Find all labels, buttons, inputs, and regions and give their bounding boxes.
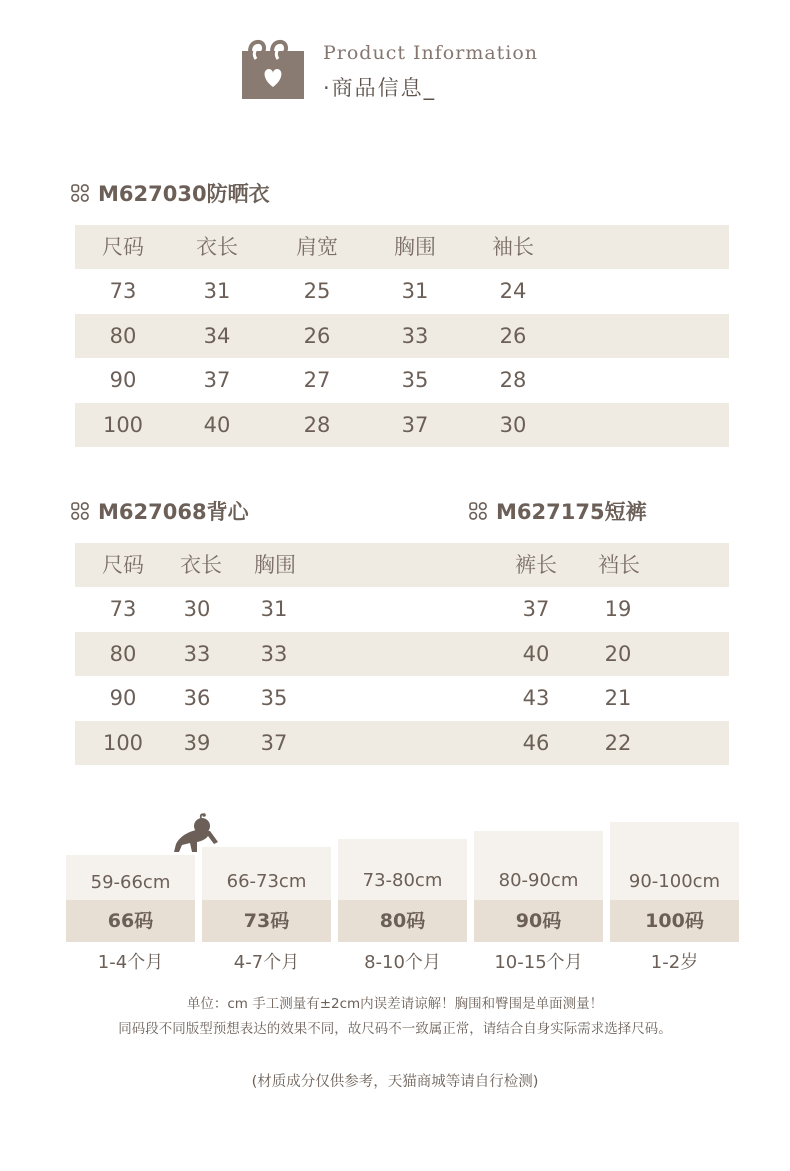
size-label: 90码 bbox=[474, 900, 603, 942]
table-cell: 31 bbox=[401, 279, 429, 303]
age-range: 4-7个月 bbox=[233, 952, 300, 973]
table-cell: 40 bbox=[203, 413, 231, 437]
height-range: 59-66cm bbox=[90, 872, 171, 893]
table-cell: 28 bbox=[303, 413, 331, 437]
table-row bbox=[75, 587, 729, 631]
table-row bbox=[75, 269, 729, 313]
shopping-bag-heart-icon bbox=[242, 37, 304, 99]
table-cell: 24 bbox=[499, 279, 527, 303]
table-cell: 22 bbox=[604, 731, 632, 755]
table-cell: 37 bbox=[522, 597, 550, 621]
grid-icon bbox=[468, 501, 488, 521]
age-range: 1-2岁 bbox=[650, 952, 699, 973]
header-cell: 裆长 bbox=[598, 553, 640, 577]
table-cell: 34 bbox=[203, 324, 231, 348]
size-table-1 bbox=[75, 225, 729, 447]
table-header-row bbox=[75, 225, 729, 269]
table-header-row bbox=[75, 543, 729, 587]
table-cell: 19 bbox=[604, 597, 632, 621]
table-cell: 21 bbox=[604, 686, 632, 710]
table-row bbox=[75, 721, 729, 765]
header-cell: 衣长 bbox=[196, 235, 238, 259]
table3-title: M627175短裤 bbox=[496, 500, 647, 524]
header-cell: 胸围 bbox=[394, 235, 436, 259]
table-cell: 37 bbox=[401, 413, 429, 437]
table-cell: 26 bbox=[303, 324, 331, 348]
table-cell: 33 bbox=[260, 642, 288, 666]
height-range: 73-80cm bbox=[362, 870, 443, 891]
section-title-table3 bbox=[468, 496, 647, 526]
size-label: 100码 bbox=[610, 900, 739, 942]
table-cell: 20 bbox=[604, 642, 632, 666]
table-row bbox=[75, 676, 729, 720]
table-cell: 33 bbox=[183, 642, 211, 666]
header-cell: 胸围 bbox=[254, 553, 296, 577]
table-cell: 35 bbox=[401, 368, 429, 392]
table-cell: 90 bbox=[109, 686, 137, 710]
size-label: 73码 bbox=[202, 900, 331, 942]
table-cell: 30 bbox=[499, 413, 527, 437]
header-cell: 袖长 bbox=[492, 235, 534, 259]
table-cell: 100 bbox=[102, 413, 144, 437]
table-cell: 80 bbox=[109, 642, 137, 666]
table-cell: 73 bbox=[109, 279, 137, 303]
grid-icon bbox=[70, 183, 90, 203]
table-cell: 25 bbox=[303, 279, 331, 303]
header-cell: 裤长 bbox=[515, 553, 557, 577]
age-range: 1-4个月 bbox=[97, 952, 164, 973]
table-cell: 30 bbox=[183, 597, 211, 621]
table-row bbox=[75, 314, 729, 358]
table-cell: 90 bbox=[109, 368, 137, 392]
height-range: 80-90cm bbox=[498, 870, 579, 891]
table-cell: 80 bbox=[109, 324, 137, 348]
section-title-table1 bbox=[70, 178, 270, 208]
age-range: 8-10个月 bbox=[364, 952, 441, 973]
table-cell: 39 bbox=[183, 731, 211, 755]
table-cell: 37 bbox=[203, 368, 231, 392]
table-row bbox=[75, 358, 729, 402]
height-range: 90-100cm bbox=[628, 871, 721, 892]
age-range: 10-15个月 bbox=[494, 952, 583, 973]
table2-title: M627068背心 bbox=[98, 500, 249, 524]
note-material: (材质成分仅供参考，天猫商城等请自行检测) bbox=[251, 1074, 539, 1090]
table-cell: 43 bbox=[522, 686, 550, 710]
table-cell: 35 bbox=[260, 686, 288, 710]
table-cell: 31 bbox=[203, 279, 231, 303]
table-cell: 27 bbox=[303, 368, 331, 392]
table-cell: 31 bbox=[260, 597, 288, 621]
table-cell: 36 bbox=[183, 686, 211, 710]
table-cell: 26 bbox=[499, 324, 527, 348]
table-cell: 100 bbox=[102, 731, 144, 755]
table-row bbox=[75, 632, 729, 676]
section-title-table2 bbox=[70, 496, 249, 526]
header-cell: 尺码 bbox=[102, 235, 144, 259]
size-label: 66码 bbox=[66, 900, 195, 942]
table-cell: 40 bbox=[522, 642, 550, 666]
header-cell: 肩宽 bbox=[296, 235, 338, 259]
header-title-cn: ·商品信息_ bbox=[323, 76, 437, 100]
table1-title: M627030防晒衣 bbox=[98, 182, 270, 206]
size-table-2-3 bbox=[75, 543, 729, 765]
table-cell: 37 bbox=[260, 731, 288, 755]
table-cell: 46 bbox=[522, 731, 550, 755]
table-cell: 73 bbox=[109, 597, 137, 621]
table-row bbox=[75, 403, 729, 447]
note-measurement: 单位：cm 手工测量有±2cm内误差请谅解！胸围和臀围是单面测量！ bbox=[186, 996, 604, 1012]
grid-icon bbox=[70, 501, 90, 521]
note-fit: 同码段不同版型预想表达的效果不同，故尺码不一致属正常，请结合自身实际需求选择尺码。 bbox=[118, 1021, 672, 1037]
header-cell: 衣长 bbox=[180, 553, 222, 577]
size-label: 80码 bbox=[338, 900, 467, 942]
height-range: 66-73cm bbox=[226, 871, 307, 892]
table-cell: 28 bbox=[499, 368, 527, 392]
header-cell: 尺码 bbox=[102, 553, 144, 577]
table-cell: 33 bbox=[401, 324, 429, 348]
header-title-en: Product Information bbox=[323, 42, 539, 64]
